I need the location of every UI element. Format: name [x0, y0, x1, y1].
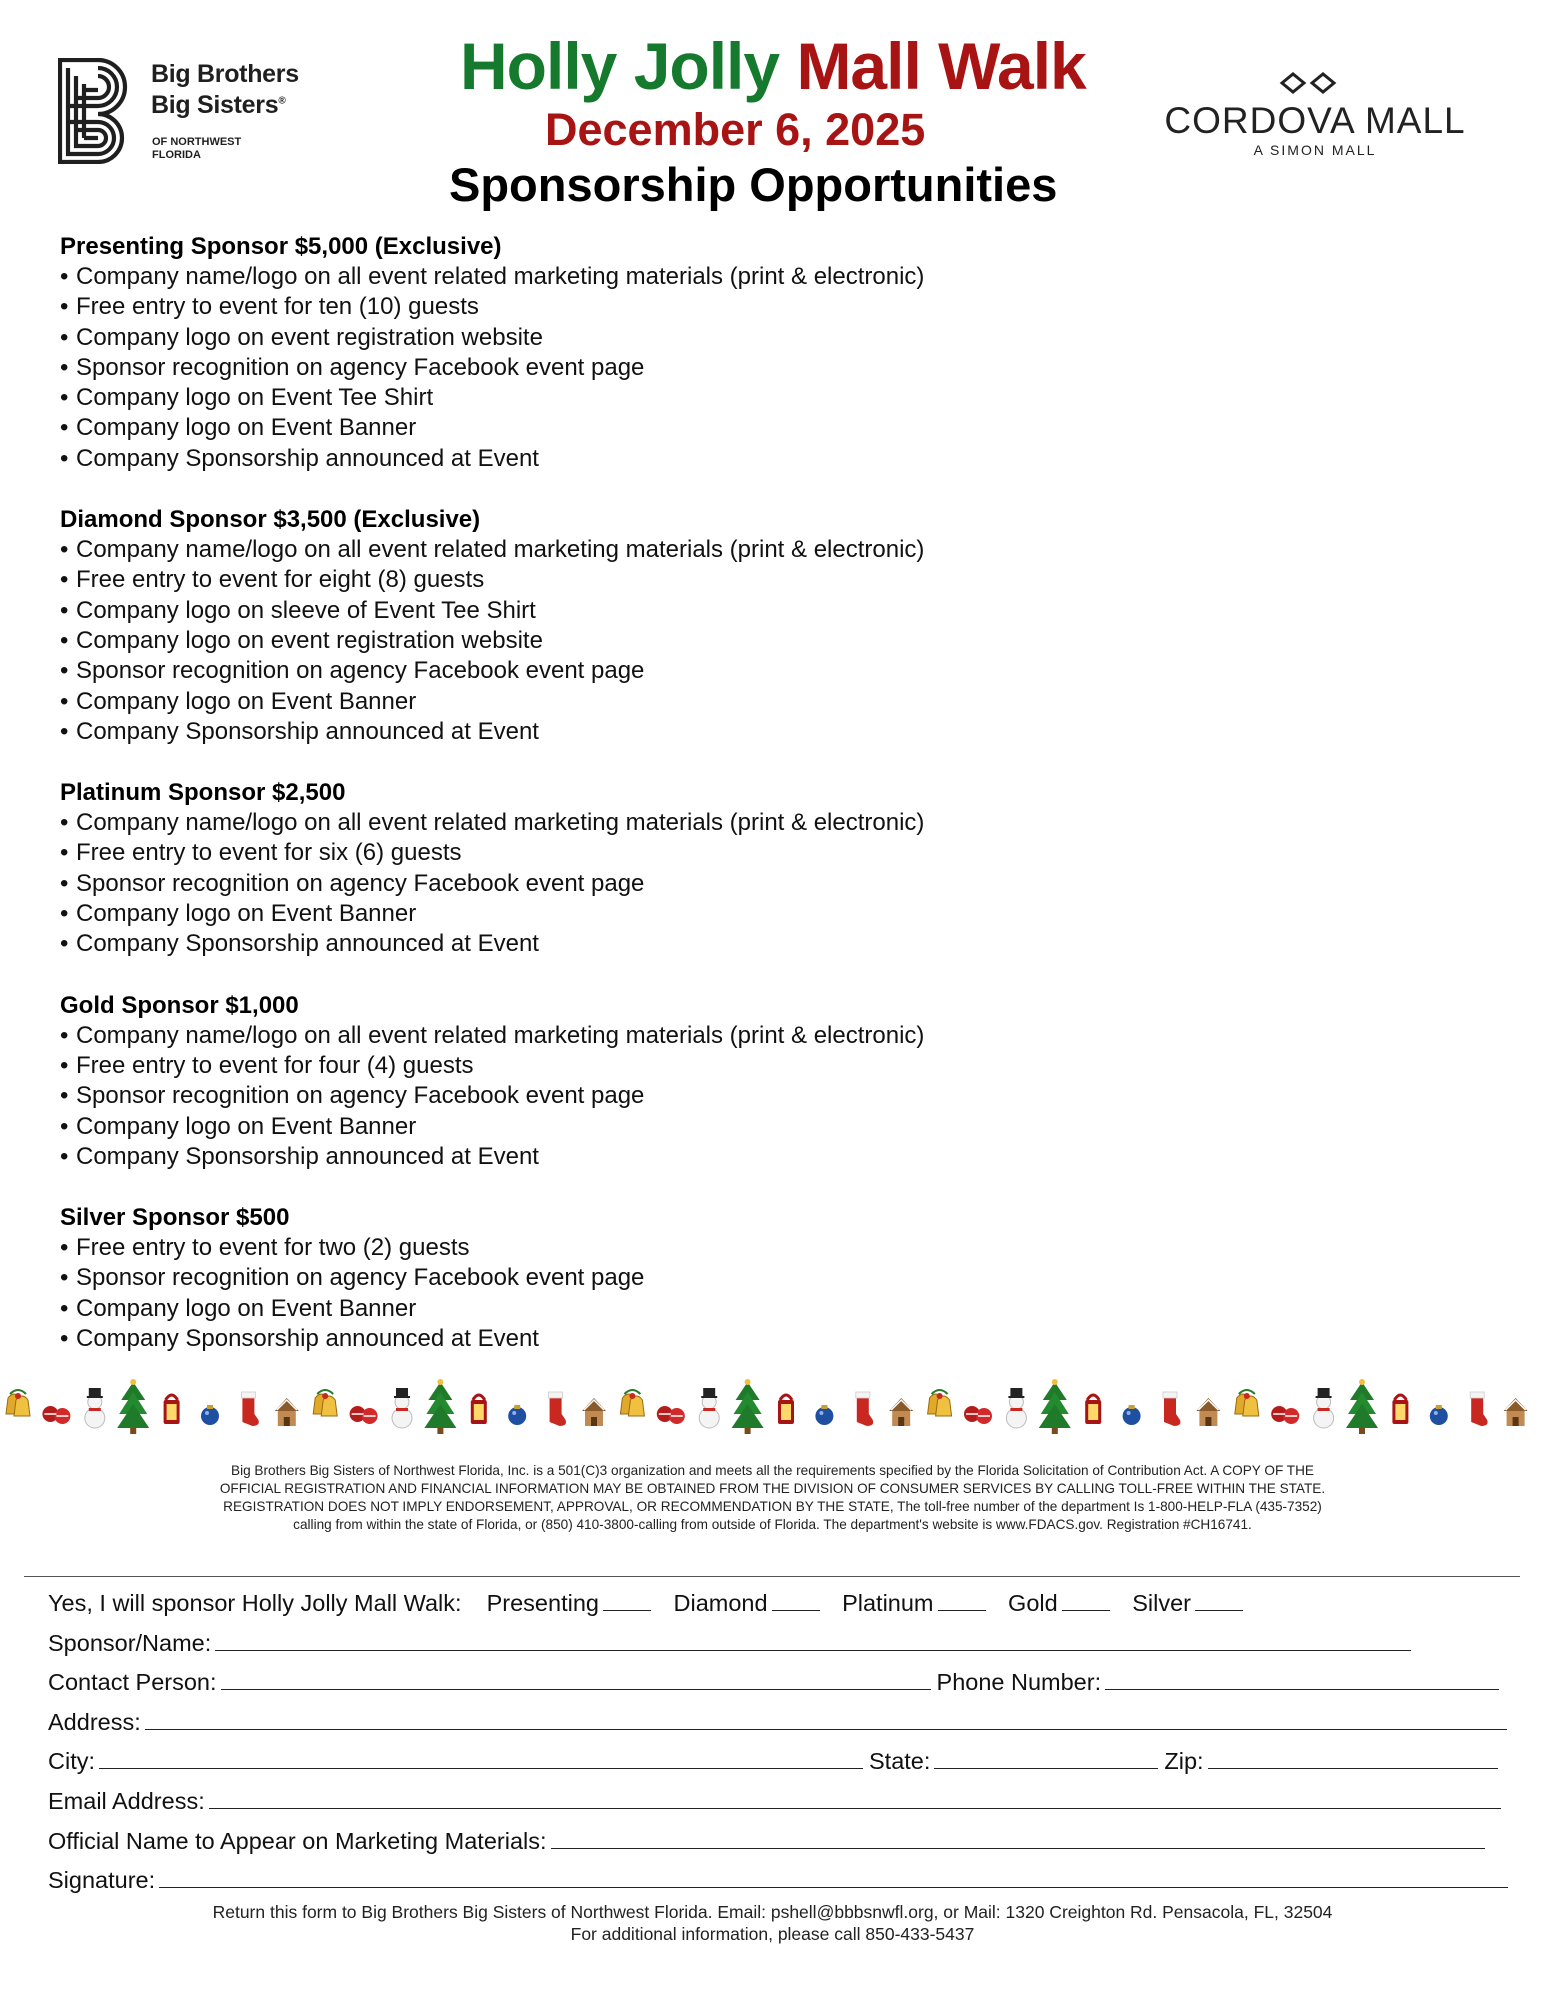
- signature-row: [48, 1861, 1508, 1901]
- bullet-icon: •: [60, 1264, 69, 1292]
- holiday-decoration-border: [0, 1378, 1545, 1436]
- bullet-icon: •: [60, 1021, 69, 1049]
- org-region-line1: OF NORTHWEST: [152, 136, 242, 148]
- signature-field[interactable]: [159, 1866, 1508, 1888]
- lantern-icon: [471, 1395, 487, 1424]
- tier-benefit-text: Company logo on event registration website: [76, 626, 543, 654]
- bullet-icon: •: [60, 809, 69, 837]
- partner-name: CORDOVA MALL: [1164, 100, 1466, 141]
- bullet-icon: •: [60, 353, 69, 381]
- tier-benefit: [60, 1112, 1060, 1142]
- contact-person-label: Contact Person:: [48, 1669, 217, 1696]
- tier-benefit: [60, 413, 1060, 443]
- state-label: State:: [869, 1748, 931, 1775]
- tier-benefit: [60, 292, 1060, 322]
- bullet-icon: •: [60, 323, 69, 351]
- tier-benefit: [60, 353, 1060, 383]
- christmas-tree-icon: [732, 1379, 764, 1434]
- option-gold: [1008, 1590, 1116, 1616]
- bullet-icon: •: [60, 869, 69, 897]
- tier-benefit: [60, 1021, 1060, 1051]
- event-title-part1: Holly Jolly: [460, 29, 780, 103]
- tier-benefit-text: Company Sponsorship announced at Event: [76, 444, 539, 472]
- tier-benefit: [60, 383, 1060, 413]
- lantern-icon: [778, 1395, 794, 1424]
- bullet-icon: •: [60, 657, 69, 685]
- option-presenting: [487, 1590, 657, 1616]
- tier-benefit-text: Company Sponsorship announced at Event: [76, 1142, 539, 1170]
- city-state-zip-row: [48, 1742, 1508, 1782]
- snowman-icon: [392, 1388, 412, 1428]
- cordova-mall-logo: [1140, 64, 1490, 164]
- stocking-icon: [1163, 1392, 1180, 1426]
- sponsor-tier: [60, 777, 1060, 959]
- bauble-icon: [1430, 1405, 1448, 1425]
- lantern-icon: [1392, 1395, 1408, 1424]
- tier-benefit: [60, 596, 1060, 626]
- tier-benefit: [60, 626, 1060, 656]
- tier-benefit-text: Sponsor recognition on agency Facebook event page: [76, 657, 645, 685]
- holiday-decoration-strip: [0, 1378, 1545, 1436]
- sponsor-name-row: [48, 1624, 1508, 1664]
- bullet-icon: •: [60, 839, 69, 867]
- ornaments-icon: [964, 1406, 992, 1424]
- tier-benefit-text: Company Sponsorship announced at Event: [76, 717, 539, 745]
- option-silver-label: Silver: [1132, 1590, 1191, 1616]
- bauble-icon: [201, 1405, 219, 1425]
- option-diamond-label: Diamond: [673, 1590, 768, 1616]
- snowman-icon: [85, 1388, 105, 1428]
- email-label: Email Address:: [48, 1787, 205, 1814]
- tier-benefit-text: Free entry to event for two (2) guests: [76, 1234, 470, 1262]
- tier-benefit: [60, 1081, 1060, 1111]
- snowman-icon: [1006, 1388, 1026, 1428]
- sponsor-tier: [60, 990, 1060, 1172]
- event-title: [460, 29, 1086, 103]
- sponsor-tier: [60, 1202, 1060, 1354]
- sponsor-form: [48, 1584, 1508, 1901]
- tier-benefit-text: Free entry to event for eight (8) guests: [76, 566, 485, 594]
- tier-benefit-text: Company name/logo on all event related marketing materials (print & electronic): [76, 1021, 925, 1049]
- tier-title: Presenting Sponsor $5,000 (Exclusive): [60, 233, 502, 260]
- event-title-part2: Mall Walk: [796, 29, 1086, 103]
- tier-benefit-text: Company logo on event registration website: [76, 323, 543, 351]
- tier-benefit: [60, 838, 1060, 868]
- tier-benefit: [60, 444, 1060, 474]
- gingerbread-house-icon: [275, 1398, 299, 1426]
- tier-benefit: [60, 323, 1060, 353]
- gold-checkbox-line[interactable]: [1062, 1589, 1110, 1611]
- tier-benefit-text: Free entry to event for four (4) guests: [76, 1051, 474, 1079]
- disclaimer-line: Big Brothers Big Sisters of Northwest Florida, Inc. is a 501(C)3 organization and meets all the requirements specified by the Florida Solicitation of Contribution Act. A COPY OF THE: [231, 1463, 1314, 1478]
- official-name-field[interactable]: [551, 1827, 1485, 1849]
- gingerbread-house-icon: [1196, 1398, 1220, 1426]
- bullet-icon: •: [60, 1112, 69, 1140]
- gingerbread-house-icon: [889, 1398, 913, 1426]
- tier-benefit: [60, 656, 1060, 686]
- option-platinum: [842, 1590, 991, 1616]
- christmas-tree-icon: [1039, 1379, 1071, 1434]
- bullet-icon: •: [60, 384, 69, 412]
- stocking-icon: [856, 1392, 873, 1426]
- tier-benefit-text: Company logo on Event Banner: [76, 687, 417, 715]
- ornaments-icon: [350, 1406, 378, 1424]
- bullet-icon: •: [60, 566, 69, 594]
- christmas-tree-icon: [424, 1379, 456, 1434]
- city-field[interactable]: [99, 1747, 863, 1769]
- sponsor-name-field[interactable]: [215, 1629, 1411, 1651]
- phone-field[interactable]: [1105, 1668, 1499, 1690]
- tier-benefit: [60, 262, 1060, 292]
- org-region-line2: FLORIDA: [152, 149, 201, 161]
- tier-benefit: [60, 1294, 1060, 1324]
- org-name-line1: Big Brothers: [151, 60, 299, 88]
- signature-label: Signature:: [48, 1867, 156, 1894]
- option-gold-label: Gold: [1008, 1590, 1058, 1616]
- email-row: [48, 1782, 1508, 1822]
- bullet-icon: •: [60, 263, 69, 290]
- bullet-icon: •: [60, 536, 69, 564]
- ornaments-icon: [42, 1406, 70, 1424]
- bullet-icon: •: [60, 1234, 69, 1262]
- partner-tagline: A SIMON MALL: [1253, 142, 1377, 158]
- tier-benefit: [60, 717, 1060, 747]
- tier-title: Diamond Sponsor $3,500 (Exclusive): [60, 506, 481, 534]
- zip-label: Zip:: [1164, 1748, 1204, 1775]
- tier-benefit: [60, 565, 1060, 595]
- ornaments-icon: [657, 1406, 685, 1424]
- address-row: [48, 1703, 1508, 1743]
- bullet-icon: •: [60, 1294, 69, 1322]
- silver-checkbox-line[interactable]: [1195, 1589, 1243, 1611]
- tier-benefit: [60, 899, 1060, 929]
- form-divider: [24, 1576, 1520, 1577]
- contact-row: [48, 1663, 1508, 1703]
- tier-benefit-text: Company logo on Event Banner: [76, 900, 417, 928]
- contact-phone-note: For additional information, please call 850-433-5437: [570, 1924, 975, 1944]
- event-date: December 6, 2025: [545, 104, 926, 155]
- bullet-icon: •: [60, 717, 69, 745]
- gingerbread-house-icon: [1504, 1398, 1528, 1426]
- bbbs-b-mark-icon: [58, 58, 128, 164]
- gingerbread-house-icon: [582, 1398, 606, 1426]
- bullet-icon: •: [60, 596, 69, 624]
- lantern-icon: [164, 1395, 180, 1424]
- option-silver: [1132, 1590, 1249, 1616]
- bullet-icon: •: [60, 1142, 69, 1170]
- tier-benefit-text: Company name/logo on all event related marketing materials (print & electronic): [76, 263, 925, 290]
- tier-benefit-text: Company logo on Event Banner: [76, 1294, 417, 1322]
- stocking-icon: [1470, 1392, 1487, 1426]
- tier-benefit-text: Sponsor recognition on agency Facebook event page: [76, 1264, 645, 1292]
- disclaimer-line: OFFICIAL REGISTRATION AND FINANCIAL INFORMATION MAY BE OBTAINED FROM THE DIVISION OF CONSUMER SERVICES BY CALLING TOLL-FREE WITHIN THE STATE.: [219, 1481, 1326, 1496]
- bullet-icon: •: [60, 293, 69, 321]
- bullet-icon: •: [60, 414, 69, 442]
- bauble-icon: [815, 1405, 833, 1425]
- double-diamond-icon: [1278, 72, 1338, 94]
- tier-benefit: [60, 1263, 1060, 1293]
- tier-benefit-text: Company name/logo on all event related marketing materials (print & electronic): [76, 809, 925, 837]
- snowman-icon: [699, 1388, 719, 1428]
- tier-benefit-text: Company logo on Event Tee Shirt: [76, 384, 434, 412]
- email-field[interactable]: [209, 1787, 1501, 1809]
- christmas-tree-icon: [1346, 1379, 1378, 1434]
- bullet-icon: •: [60, 930, 69, 958]
- sponsorship-tiers: [60, 231, 1060, 1384]
- bullet-icon: •: [60, 626, 69, 654]
- ornaments-icon: [1271, 1406, 1299, 1424]
- bells-icon: [620, 1390, 644, 1416]
- zip-field[interactable]: [1208, 1747, 1498, 1769]
- tier-benefit-text: Company logo on Event Banner: [76, 414, 417, 442]
- org-name-line2: Big Sisters®: [151, 91, 286, 119]
- stocking-icon: [241, 1392, 258, 1426]
- phone-label: Phone Number:: [936, 1669, 1102, 1696]
- tier-benefit-text: Company Sponsorship announced at Event: [76, 930, 539, 958]
- tier-title: Gold Sponsor $1,000: [60, 991, 299, 1019]
- contact-person-field[interactable]: [221, 1668, 931, 1690]
- tier-benefit: [60, 1051, 1060, 1081]
- sponsor-level-row: [48, 1584, 1508, 1624]
- tier-benefit: [60, 1324, 1060, 1354]
- tier-benefit: [60, 687, 1060, 717]
- disclaimer-line: calling from within the state of Florida, or (850) 410-3800-calling from outside of Florida. The department's website is www.FDACS.gov. Registration #CH16741.: [293, 1517, 1252, 1532]
- bells-icon: [313, 1390, 337, 1416]
- tier-benefit-text: Sponsor recognition on agency Facebook event page: [76, 869, 645, 897]
- tier-benefit: [60, 535, 1060, 565]
- tier-benefit-text: Free entry to event for six (6) guests: [76, 839, 462, 867]
- bells-icon: [928, 1390, 952, 1416]
- snowman-icon: [1314, 1388, 1334, 1428]
- form-footer: [0, 1901, 1545, 1945]
- sponsor-tier: [60, 231, 1060, 474]
- option-presenting-label: Presenting: [486, 1590, 599, 1616]
- return-instructions: Return this form to Big Brothers Big Sisters of Northwest Florida. Email: pshell@bbbsnwfl.org, or Mail: 1320 Creighton Rd. Pensacola, FL, 32504: [212, 1902, 1333, 1922]
- sponsor-name-label: Sponsor/Name:: [48, 1629, 212, 1656]
- diamond-checkbox-line[interactable]: [772, 1589, 820, 1611]
- bells-icon: [1235, 1390, 1259, 1416]
- tier-benefit: [60, 1142, 1060, 1172]
- tier-title: Silver Sponsor $500: [60, 1204, 290, 1232]
- bullet-icon: •: [60, 687, 69, 715]
- bullet-icon: •: [60, 1082, 69, 1110]
- official-name-label: Official Name to Appear on Marketing Materials:: [48, 1827, 547, 1854]
- presenting-checkbox-line[interactable]: [603, 1589, 651, 1611]
- bauble-icon: [508, 1405, 526, 1425]
- legal-disclaimer: [110, 1462, 1435, 1534]
- address-field[interactable]: [145, 1708, 1507, 1730]
- lantern-icon: [1085, 1395, 1101, 1424]
- tier-benefit-text: Company Sponsorship announced at Event: [76, 1325, 539, 1353]
- official-name-row: [48, 1822, 1508, 1862]
- tier-benefit: [60, 1233, 1060, 1263]
- tier-title: Platinum Sponsor $2,500: [60, 779, 346, 807]
- state-field[interactable]: [934, 1747, 1158, 1769]
- page-subtitle: Sponsorship Opportunities: [449, 158, 1058, 211]
- commit-label: Yes, I will sponsor Holly Jolly Mall Walk:: [48, 1590, 462, 1616]
- tier-benefit-text: Sponsor recognition on agency Facebook event page: [76, 1082, 645, 1110]
- platinum-checkbox-line[interactable]: [938, 1589, 986, 1611]
- tier-benefit-text: Company name/logo on all event related marketing materials (print & electronic): [76, 536, 925, 564]
- tier-benefit-text: Free entry to event for ten (10) guests: [76, 293, 479, 321]
- tier-benefit-text: Sponsor recognition on agency Facebook event page: [76, 353, 645, 381]
- address-label: Address:: [48, 1708, 141, 1735]
- bauble-icon: [1123, 1405, 1141, 1425]
- bullet-icon: •: [60, 444, 69, 472]
- tier-benefit: [60, 929, 1060, 959]
- bullet-icon: •: [60, 900, 69, 928]
- city-label: City:: [48, 1748, 95, 1775]
- tier-benefit: [60, 808, 1060, 838]
- option-diamond: [674, 1590, 826, 1616]
- christmas-tree-icon: [117, 1379, 149, 1434]
- tier-benefit-text: Company logo on Event Banner: [76, 1112, 417, 1140]
- sponsor-tier: [60, 504, 1060, 747]
- option-platinum-label: Platinum: [842, 1590, 934, 1616]
- bells-icon: [6, 1390, 30, 1416]
- tier-benefit: [60, 869, 1060, 899]
- registered-mark: ®: [278, 95, 286, 107]
- bullet-icon: •: [60, 1325, 69, 1353]
- disclaimer-line: REGISTRATION DOES NOT IMPLY ENDORSEMENT, APPROVAL, OR RECOMMENDATION BY THE STATE, The toll-free number of the department Is 1-800-HELP-FLA (435-7352): [223, 1499, 1322, 1514]
- tier-benefit-text: Company logo on sleeve of Event Tee Shirt: [76, 596, 536, 624]
- bullet-icon: •: [60, 1051, 69, 1079]
- bbbs-logo: [58, 58, 298, 168]
- stocking-icon: [549, 1392, 566, 1426]
